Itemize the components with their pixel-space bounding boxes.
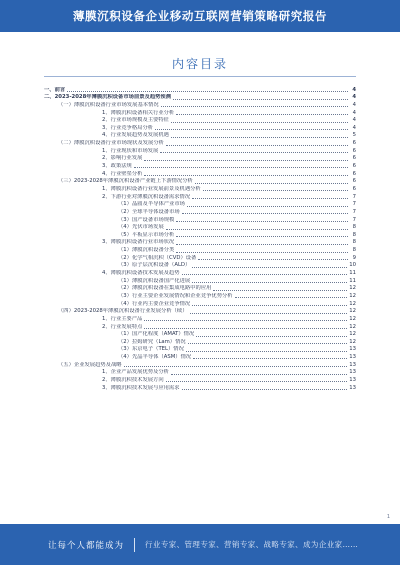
toc-entry-page: 7 bbox=[352, 208, 356, 215]
toc-entry-page: 7 bbox=[352, 201, 356, 208]
toc-entry-text: 2、行业发展特点 bbox=[102, 323, 143, 330]
toc-entry[interactable] bbox=[44, 369, 356, 377]
footer-divider bbox=[134, 538, 135, 552]
table-of-contents bbox=[44, 86, 356, 392]
toc-entry-text: （2）全球半导体设备市场 bbox=[118, 208, 180, 215]
toc-leader-dots bbox=[166, 145, 348, 146]
toc-entry-text: （2）薄膜沉积设备在集成电路中的应用 bbox=[118, 285, 212, 292]
toc-entry[interactable] bbox=[44, 376, 356, 384]
toc-entry[interactable] bbox=[44, 155, 356, 163]
toc-leader-dots bbox=[144, 320, 347, 321]
toc-leader-dots bbox=[176, 114, 348, 115]
toc-entry-page: 13 bbox=[349, 361, 356, 368]
toc-entry-page: 12 bbox=[349, 331, 356, 338]
toc-entry[interactable] bbox=[44, 147, 356, 155]
toc-entry-page: 12 bbox=[349, 308, 356, 315]
toc-entry[interactable] bbox=[44, 178, 356, 186]
toc-entry-text: 2、薄膜沉积技术发展方向 bbox=[102, 376, 164, 383]
toc-entry[interactable] bbox=[44, 323, 356, 331]
toc-leader-dots bbox=[192, 267, 347, 268]
toc-leader-dots bbox=[195, 183, 348, 184]
toc-entry[interactable] bbox=[44, 224, 356, 232]
toc-entry-page: 13 bbox=[349, 346, 356, 353]
toc-entry-page: 6 bbox=[352, 178, 356, 185]
toc-leader-dots bbox=[196, 336, 347, 337]
toc-entry-page: 13 bbox=[349, 369, 356, 376]
header-banner bbox=[0, 0, 400, 32]
toc-leader-dots bbox=[155, 129, 348, 130]
toc-entry-text: （1）薄膜沉积设备分类 bbox=[118, 247, 175, 254]
toc-leader-dots bbox=[144, 328, 347, 329]
toc-leader-dots bbox=[182, 389, 348, 390]
toc-entry[interactable] bbox=[44, 331, 356, 339]
toc-entry-text: （一）薄膜沉积设备行业市场发展基本情况 bbox=[58, 101, 159, 108]
toc-entry-text: （3）行业主要企业发展情况和企业竞争优势分析 bbox=[118, 292, 233, 299]
toc-leader-dots bbox=[173, 99, 348, 100]
toc-entry-text: 1、行业主要产品 bbox=[102, 315, 143, 322]
footer-brand: 让每个人都能成为 bbox=[48, 540, 125, 551]
toc-entry[interactable] bbox=[44, 170, 356, 178]
toc-entry-page: 5 bbox=[352, 132, 356, 139]
toc-entry-page: 11 bbox=[349, 270, 356, 277]
toc-entry-text: 4、行业壁垒分析 bbox=[102, 170, 143, 177]
toc-entry-text: 3、行业竞争格局分析 bbox=[102, 124, 154, 131]
toc-leader-dots bbox=[134, 167, 348, 168]
toc-entry[interactable] bbox=[44, 308, 356, 316]
footer-banner bbox=[0, 524, 400, 565]
toc-leader-dots bbox=[190, 313, 348, 314]
toc-entry-page: 7 bbox=[352, 216, 356, 223]
toc-leader-dots bbox=[176, 252, 348, 253]
toc-entry-text: （5）平板显示市场分析 bbox=[118, 231, 175, 238]
toc-entry-text: 1、薄膜沉积设备相关行业分析 bbox=[102, 109, 175, 116]
toc-leader-dots bbox=[187, 206, 348, 207]
toc-entry[interactable] bbox=[44, 361, 356, 369]
toc-entry-text: （3）国产设备市场规模 bbox=[118, 216, 175, 223]
toc-leader-dots bbox=[166, 229, 348, 230]
toc-entry-page: 12 bbox=[349, 323, 356, 330]
toc-entry-text: （4）光伏市场发展 bbox=[118, 224, 164, 231]
toc-entry[interactable] bbox=[44, 292, 356, 300]
toc-leader-dots bbox=[193, 358, 347, 359]
toc-leader-dots bbox=[198, 259, 348, 260]
toc-entry-page: 6 bbox=[352, 140, 356, 147]
toc-entry[interactable] bbox=[44, 315, 356, 323]
toc-entry-page: 12 bbox=[349, 315, 356, 322]
toc-entry-page: 4 bbox=[352, 101, 356, 108]
toc-entry[interactable] bbox=[44, 101, 356, 109]
toc-leader-dots bbox=[161, 106, 348, 107]
toc-entry-page: 12 bbox=[349, 338, 356, 345]
toc-entry[interactable] bbox=[44, 254, 356, 262]
toc-entry-text: 1、行业现状和市场发展 bbox=[102, 147, 159, 154]
toc-leader-dots bbox=[188, 343, 348, 344]
toc-entry[interactable] bbox=[44, 338, 356, 346]
toc-entry-page: 4 bbox=[352, 94, 356, 101]
toc-entry[interactable] bbox=[44, 384, 356, 392]
toc-entry-text: 3、薄膜沉积设备行业市场状况 bbox=[102, 239, 175, 246]
toc-leader-dots bbox=[182, 213, 348, 214]
toc-leader-dots bbox=[144, 160, 348, 161]
toc-entry[interactable] bbox=[44, 231, 356, 239]
toc-entry-text: （2）拉姆研究（Lam）情况 bbox=[118, 338, 186, 345]
toc-leader-dots bbox=[67, 91, 348, 92]
toc-leader-dots bbox=[192, 282, 347, 283]
toc-entry-page: 4 bbox=[352, 86, 356, 93]
toc-entry[interactable] bbox=[44, 300, 356, 308]
toc-entry-text: （1）国产化程度（AMAT）情况 bbox=[118, 331, 195, 338]
toc-entry-text: （3）原子层沉积设备（ALD） bbox=[118, 262, 191, 269]
toc-entry-text: （3）东京电子（TEL）情况 bbox=[118, 346, 184, 353]
toc-entry-text: 4、行业发展趋势及发展机遇 bbox=[102, 132, 169, 139]
toc-entry-page: 6 bbox=[352, 147, 356, 154]
toc-leader-dots bbox=[176, 244, 348, 245]
toc-leader-dots bbox=[176, 236, 348, 237]
toc-entry[interactable] bbox=[44, 201, 356, 209]
toc-leader-dots bbox=[192, 198, 348, 199]
toc-entry[interactable] bbox=[44, 86, 356, 94]
toc-entry-page: 9 bbox=[352, 254, 356, 261]
toc-entry-text: （4）行业内主要企业竞争情况 bbox=[118, 300, 191, 307]
toc-leader-dots bbox=[186, 351, 347, 352]
toc-entry-text: 4、薄膜沉积设备技术发展及趋势 bbox=[102, 270, 180, 277]
toc-entry-page: 4 bbox=[352, 109, 356, 116]
toc-divider bbox=[44, 76, 356, 77]
toc-leader-dots bbox=[160, 152, 348, 153]
toc-entry-text: （二）薄膜沉积设备行业市场现状及发展分析 bbox=[58, 140, 164, 147]
toc-entry-text: 1、企业产品发展优势及分析 bbox=[102, 369, 169, 376]
toc-entry-text: （1）晶圆及半导体产业市场 bbox=[118, 201, 185, 208]
toc-entry-text: 2、下游行业对薄膜沉积设备需求情况 bbox=[102, 193, 191, 200]
toc-entry[interactable] bbox=[44, 269, 356, 277]
toc-leader-dots bbox=[171, 137, 348, 138]
report-title: 薄膜沉积设备企业移动互联网营销策略研究报告 bbox=[72, 9, 328, 23]
page-number: 1 bbox=[386, 514, 390, 520]
toc-entry[interactable] bbox=[44, 208, 356, 216]
toc-entry-page: 8 bbox=[352, 231, 356, 238]
toc-leader-dots bbox=[213, 290, 347, 291]
toc-entry-page: 8 bbox=[352, 224, 356, 231]
toc-entry[interactable] bbox=[44, 262, 356, 270]
toc-entry-page: 6 bbox=[352, 170, 356, 177]
toc-leader-dots bbox=[171, 374, 347, 375]
toc-entry[interactable] bbox=[44, 139, 356, 147]
toc-entry[interactable] bbox=[44, 109, 356, 117]
toc-entry-page: 6 bbox=[352, 163, 356, 170]
toc-entry-page: 13 bbox=[349, 384, 356, 391]
toc-entry-page: 6 bbox=[352, 155, 356, 162]
toc-leader-dots bbox=[171, 122, 348, 123]
toc-leader-dots bbox=[176, 221, 348, 222]
toc-entry-page: 11 bbox=[349, 277, 356, 284]
toc-leader-dots bbox=[203, 190, 348, 191]
toc-entry-text: 3、政策法规 bbox=[102, 163, 132, 170]
toc-entry-text: 2、影响行业发展 bbox=[102, 155, 143, 162]
toc-entry[interactable] bbox=[44, 117, 356, 125]
toc-entry-page: 8 bbox=[352, 247, 356, 254]
toc-entry[interactable] bbox=[44, 162, 356, 170]
toc-entry[interactable] bbox=[44, 353, 356, 361]
toc-entry-text: （四）2023-2028年薄膜沉积设备行业发展分析（续） bbox=[58, 308, 188, 315]
toc-entry-text: （五）企业发展趋势及战略 bbox=[58, 361, 122, 368]
toc-leader-dots bbox=[182, 274, 348, 275]
toc-entry-text: （1）薄膜沉积设备国产化进展 bbox=[118, 277, 191, 284]
toc-leader-dots bbox=[144, 175, 348, 176]
toc-entry[interactable] bbox=[44, 193, 356, 201]
toc-entry-page: 13 bbox=[349, 354, 356, 361]
toc-entry[interactable] bbox=[44, 124, 356, 132]
toc-entry[interactable] bbox=[44, 239, 356, 247]
toc-title: 内容目录 bbox=[171, 57, 228, 71]
toc-entry-page: 6 bbox=[352, 185, 356, 192]
toc-entry-text: 二、2023-2028年薄膜沉积设备市场前景及趋势预测 bbox=[44, 94, 172, 101]
toc-entry-page: 4 bbox=[352, 124, 356, 131]
toc-entry-page: 12 bbox=[349, 285, 356, 292]
toc-entry-text: （三）2023-2028年薄膜沉积设备产业链上下游情况分析 bbox=[58, 178, 193, 185]
toc-entry-page: 13 bbox=[349, 376, 356, 383]
toc-entry-page: 12 bbox=[349, 292, 356, 299]
toc-entry-page: 7 bbox=[352, 193, 356, 200]
footer-tagline: 行业专家、管理专家、营销专家、战略专家、成为企业家…… bbox=[145, 540, 359, 549]
toc-entry[interactable] bbox=[44, 346, 356, 354]
toc-entry-text: 3、薄膜沉积技术发展与应用需求 bbox=[102, 384, 180, 391]
toc-leader-dots bbox=[192, 305, 347, 306]
toc-entry-page: 12 bbox=[349, 300, 356, 307]
toc-entry-page: 4 bbox=[352, 117, 356, 124]
toc-leader-dots bbox=[124, 366, 348, 367]
toc-entry[interactable] bbox=[44, 277, 356, 285]
toc-entry[interactable] bbox=[44, 216, 356, 224]
toc-leader-dots bbox=[166, 381, 348, 382]
toc-entry-text: （4）先晶半导体（ASM）情况 bbox=[118, 354, 192, 361]
toc-entry[interactable] bbox=[44, 185, 356, 193]
toc-entry-text: 1、薄膜沉积设备行业发展前景及机遇分析 bbox=[102, 185, 201, 192]
toc-entry-page: 8 bbox=[352, 239, 356, 246]
toc-entry-text: （2）化学气相沉积（CVD）设备 bbox=[118, 254, 197, 261]
toc-leader-dots bbox=[235, 297, 348, 298]
toc-entry[interactable] bbox=[44, 246, 356, 254]
toc-entry[interactable] bbox=[44, 132, 356, 140]
toc-entry-text: 一、前言 bbox=[44, 86, 66, 93]
toc-entry[interactable] bbox=[44, 285, 356, 293]
toc-entry-text: 2、行业市场规模及主要特征 bbox=[102, 117, 169, 124]
toc-entry[interactable] bbox=[44, 94, 356, 102]
toc-entry-page: 10 bbox=[349, 262, 356, 269]
